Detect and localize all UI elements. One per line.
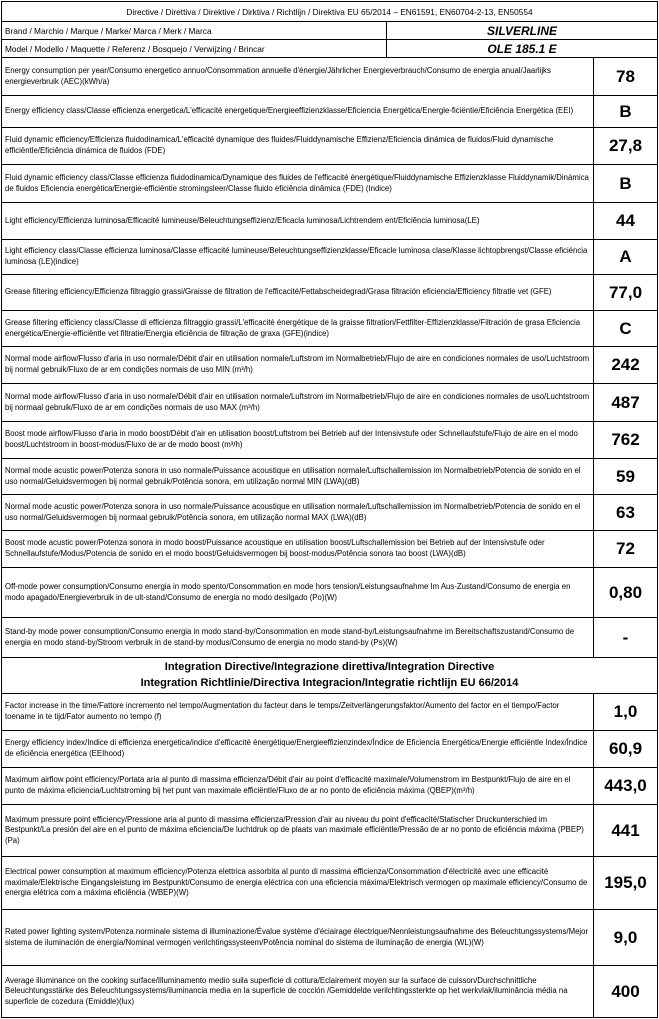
spec-label: Factor increase in the time/Fattore incremento nel tempo/Augmentation du facteur dans le temps/Zeitverlängerungsfaktor/Aumento del factor en el tiempo/Factor toename in te tijd/Fator aumento no tempo (f) [5, 701, 560, 721]
spec-label: Normal mode acustic power/Potenza sonora in uso normale/Puissance acoustique en utilisation normale/Luftschallemission im Normalbetrieb/Potencia de sonido en el uso normal/Geluidsvermogen bij normal gebruik/Potência sonora, em utilização normal MIN (LWA)(dB) [5, 465, 581, 486]
spec-value: 487 [611, 392, 640, 412]
spec-value: 1,0 [613, 702, 638, 721]
brand-label: Brand / Marchio / Marque / Marke/ Marca / Merk / Marca [2, 22, 387, 39]
spec-label: Electrical power consumption at maximum efficiency/Potenza elettrica assorbita al punto di massima efficienza/Consommation d'électricité avec une efficacité maximale/Elektrische Eingangsleistung im Bestpunkt/Consumo de energia eléctrica con una eficiencia máxima/Elektrisch vermogen op maximale efficiency/Consumo de energia elétrica com a máxima eficiência (WBEP)(W) [5, 867, 588, 898]
spec-row-pbep [2, 805, 657, 857]
spec-row-wbep [2, 857, 657, 910]
spec-label: Off-mode power consumption/Consumo energia in modo spento/Consommation en mode hors tension/Leistungsaufnahme Im Aus-Zustand/Consumo de energia en modo apagado/Energieverbruik in de ult-stand/Consumo de energia no modo desilgado (Po)(W) [5, 581, 571, 602]
spec-row-factor-time [2, 694, 657, 731]
model-label: Model / Modello / Maquette / Referenz / Bosquejo / Verwijzing / Brincar [2, 40, 387, 57]
spec-value: 63 [616, 502, 635, 522]
spec-row-fde [2, 128, 657, 165]
spec-value: A [619, 247, 632, 266]
spec-row-fde-class [2, 165, 657, 203]
spec-row-qbep [2, 768, 657, 805]
spec-label: Boost mode acustic power/Potenza sonora in modo boost/Puissance acoustique en utilisation boost/Luftschallemission bei Betrieb auf der Intensivstufe oder Schnellaufstufe/Modus/Potencia de sonido en el modo boost/Geluidsvermogen bij boost-modus/Potência sonora tao boost (LWA)(dB) [5, 538, 545, 558]
spec-value: 78 [616, 66, 635, 86]
spec-label: Grease filtering efficiency/Efficienza filtraggio grassi/Graisse de filtration de l'efficacité/Fettabscheidegrad/Grasa filtración eficiencia/Efficiency filtratle vet (GFE) [5, 287, 552, 297]
spec-value: B [619, 173, 632, 193]
spec-label: Light efficiency class/Classe efficienza luminosa/Classe efficacité lumineuse/Beleuchtungseffizienzklasse/Eficacle luminosa clase/Klasse lichtopbrengst/Classe eficiéncia luminosa (LE)(indice) [5, 246, 588, 266]
model-row [2, 40, 657, 58]
spec-value: 9,0 [613, 927, 638, 947]
energy-label-sheet [1, 1, 658, 1018]
directive-text: Directive / Direttiva / Direktive / Dirktiva / Richtlijn / Direktiva EU 65/2014 – EN61591, EN60704-2-13, EN50554 [126, 6, 533, 17]
spec-row-aec [2, 58, 657, 96]
spec-value: 27,8 [608, 136, 643, 155]
spec-row-emiddle [2, 966, 657, 1017]
spec-row-airflow-boost [2, 422, 657, 459]
spec-value: B [619, 101, 632, 121]
spec-label: Energy consumption per year/Consumo energetico annuo/Consommation annuelle d'énergie/Jährlicher Energieverbrauch/Consumo de energia anual/Jaarlijks energieverbruik (AEC)(kWh/a) [5, 65, 551, 86]
spec-value: 242 [611, 355, 640, 374]
spec-label: Fluid dynamic efficiency class/Classe efficienza fluidodinamica/Dynamique des fluides de l'efficacité énergétique/Fluiddynamische Effizienzklasse Fluiddynamik/Dinámica de fluidos Eficiencia energética/Energie-efficiëntie stromingsleer/Classe fluido eficiência dinâmica (FDE) (Indice) [5, 172, 589, 193]
spec-value: 441 [611, 820, 640, 840]
spec-label: Fluid dynamic efficiency/Efficienza fluidodinamica/L'efficacité dynamique des fluides/Fluiddynamische Effizienz/Eficiencia dinámica de fluidos/Fluid dynamische efficiëntle/Eficiência dinámica de fluidos (FDE) [5, 135, 554, 155]
spec-value: 400 [611, 981, 640, 1001]
spec-label: Average illuminance on the cooking surface/Illuminamento medio suila superficie di cottura/Eclairement moyen sur la surface de cuisson/Durchschnittliche Beleuchtungsstärke des Beleuchtungssystems/iluminancia media en la superficle de cocción /Gemiddelde verilchtingssterkte op het werkvlak/iluminância média na superficle de cozedura (Emiddle)(lux) [5, 975, 568, 1006]
spec-value: 443,0 [604, 776, 647, 795]
spec-label: Maximum pressure point efficiency/Pressione aria al punto di massima efficienza/Pression d'air au niveau du point d'efficacité/Statischer Druckunterschied im Bestpunkt/La presión del aire en el punto de máxima eficiencia/De luchtdruk op de plaats van maximale efficiëntle/Pressão de ar no ponto de eficiência máxima (PBEP)(Pa) [5, 814, 584, 845]
spec-label: Boost mode airflow/Flusso d'aria in modo boost/Débit d'air en utilisation boost/Luftstrom bei Betrieb auf der Intensivstufe oder Schnellaufstufe/Flujo de aire en el modo boost/Luchtstroom in boost-modus/Fluxo de ar de modo boost (m³/h) [5, 429, 578, 449]
spec-label: Stand-by mode power consumption/Consumo energia in modo stand-by/Consommation en mode stand-by/Leistungsaufnahme im Bereitschaftszustand/Consumo de energia en modo stand-by/Stroom verbruik in de stand-by modus/Consumo de energia no modo stand-by (Ps)(W) [5, 626, 575, 647]
spec-row-le [2, 203, 657, 240]
spec-value: 762 [611, 430, 640, 449]
spec-value: C [619, 318, 632, 338]
spec-row-airflow-min [2, 347, 657, 384]
spec-row-eei-hood [2, 731, 657, 768]
spec-label: Energy efficiency index/Indice di efficienza energetica/indice d'efficacité énergétique/Energieeffizienzindex/Índice de Eficiencia Energética/Energie efficiëntle Index/Índice de eficiência energética (EEIhood) [5, 738, 588, 758]
spec-label: Light efficiency/Efficienza luminosa/Efficacité lumineuse/Beleuchtungseffizienz/Eficacla luminosa/Lichtrendem ent/Eficiência luminosa(LE) [5, 215, 480, 225]
spec-value: 77,0 [608, 282, 643, 302]
spec-label: Energy efficiency class/Classe efficienza energetica/L'efficacité energetique/Energieeffizienzklasse/Eficiencia Energética/Energle-ficiëntie/Eficiência Energética (EEI) [5, 106, 574, 116]
spec-row-noise-min [2, 459, 657, 495]
spec-value: 195,0 [604, 873, 647, 892]
spec-label: Rated power lighting system/Potenza norminale sistema di illuminazione/Évalue système d'éciairage électrique/Nennleistungsaufnahme des Beleuchtungssystems/Mejor sistema de iluminación de energía/Nominal vermogen verilchtingssysteem/Potência nominal do sistema de iluminação de energia (WL)(W) [5, 926, 589, 947]
spec-label: Normal mode airflow/Flusso d'aria in uso normale/Débit d'air en utilisation normale/Luftstrom im Normalbetrieb/Flujo de aire en condiciones normales de uso/Luchtstroom bij normaal gebruik/Fluxo de ar em condições normais de uso MAX (m³/h) [5, 391, 590, 412]
spec-row-wl [2, 910, 657, 966]
spec-value: 72 [616, 539, 635, 558]
spec-label: Maximum airflow point efficiency/Portata aria al punto di massima efficienza/Débit d'air au point d'efficacité maximale/Volumenstrom im Bestpunkt/Flujo de aire en el punto de máxima eficiencia/Luchtstroming bij het punt van maximale efficiëntle/Fluxo de ar no ponto de eficiência máxima (QBEP)(m³/h) [5, 775, 571, 795]
spec-row-eei [2, 96, 657, 128]
spec-row-noise-max [2, 495, 657, 531]
spec-value: 59 [616, 466, 635, 486]
spec-row-off-mode [2, 568, 657, 618]
model-value: OLE 185.1 E [487, 41, 557, 56]
spec-label: Grease filtering efficiency class/Classe di efficienza filtraggio grassi/L'efficacité énergétique de la graisse filtration/Fettfilter-Effizienzklasse/Filtración de grasa Eficiencia energética/Energie-efficiëntle vet filtratie/Energia eficiência de filtração de graxa (GFE)(indice) [5, 317, 581, 338]
spec-label: Normal mode airflow/Flusso d'aria in uso normale/Débit d'air en utilisation normale/Luftstrom im Normalbetrieb/Flujo de aire en condiciones normales de uso/Luchtstroom bij normal gebruik/Fluxo de ar em condições normais de uso MIN (m³/h) [5, 354, 590, 374]
directive-header [2, 2, 657, 22]
integration-title-1: Integration Directive/Integrazione direttiva/Integration Directive [164, 660, 495, 673]
spec-row-le-class [2, 240, 657, 275]
integration-title-2: Integration Richtlinie/Directiva Integracion/Integratie richtlijn EU 66/2014 [140, 676, 519, 689]
spec-value: 0,80 [608, 582, 643, 602]
spec-row-noise-boost [2, 531, 657, 568]
spec-label: Normal mode acustic power/Potenza sonora in uso normale/Puissance acoustique en utilisation normale/Luftschallemission im Normalbetrieb/Potencia de sonido en el uso normal/Geluidsvermogen bij normaal gebruik/Potência sonora, em utilização normal MAX (LWA)(dB) [5, 501, 581, 522]
spec-value: 60,9 [608, 739, 643, 758]
spec-row-gfe [2, 275, 657, 311]
integration-header [2, 658, 657, 694]
brand-value: SILVERLINE [486, 23, 557, 38]
spec-row-airflow-max [2, 384, 657, 422]
brand-row [2, 22, 657, 40]
spec-row-standby [2, 618, 657, 658]
spec-value: - [622, 627, 629, 647]
spec-row-gfe-class [2, 311, 657, 347]
spec-value: 44 [616, 211, 635, 230]
